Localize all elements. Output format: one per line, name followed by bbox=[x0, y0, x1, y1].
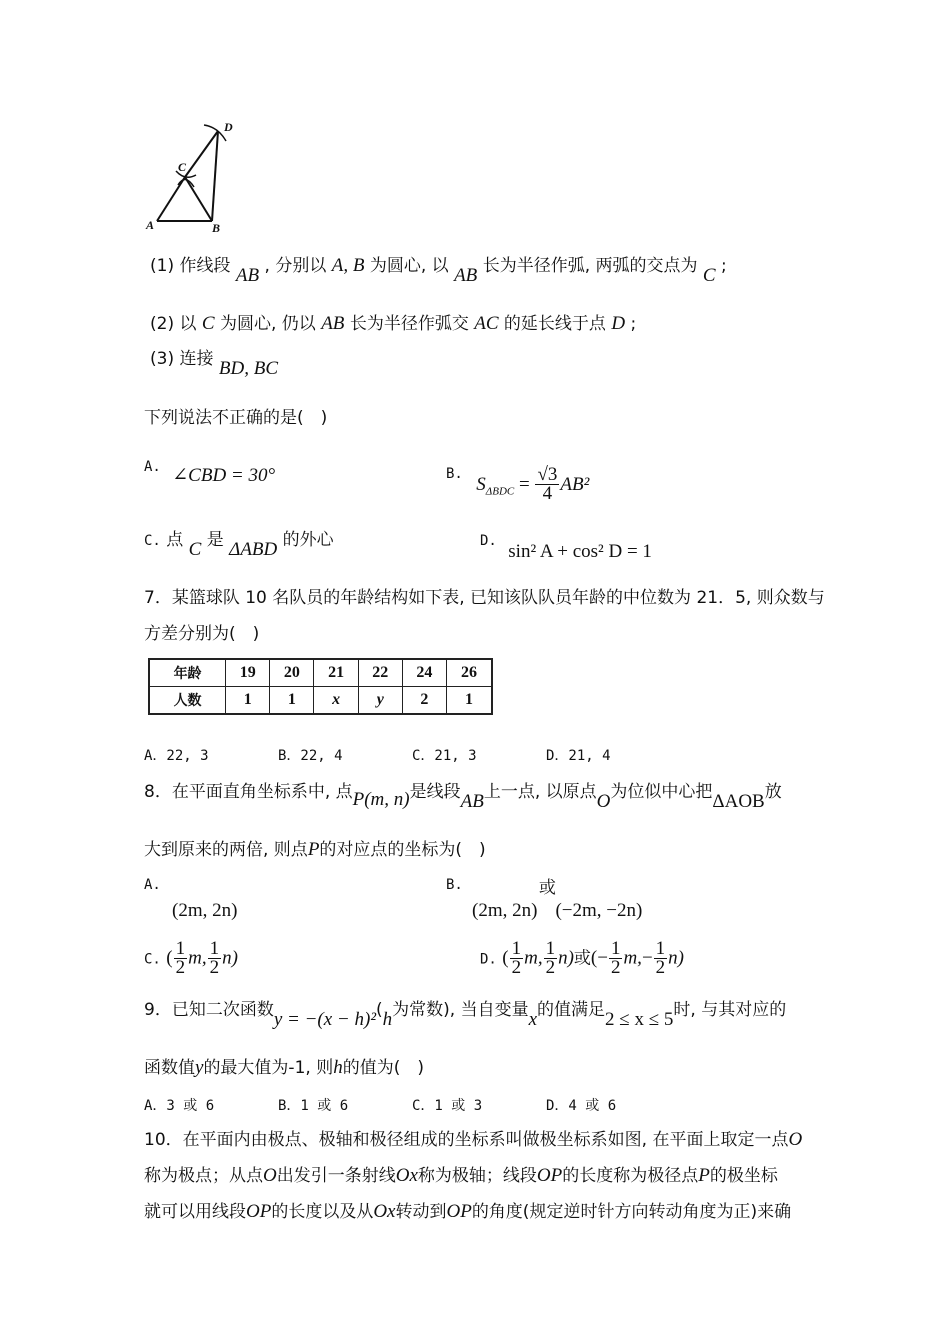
q8-option-c: C. ( $\frac{1}{2}$ m, $\frac{1}{2}$ n) bbox=[144, 938, 238, 978]
q6-option-c: C. 点 C 是 ΔABD 的外心 bbox=[144, 530, 334, 560]
q8-option-a: $^{A.}$ (2m, 2n) bbox=[144, 877, 238, 921]
table-row bbox=[149, 687, 492, 715]
q9-option-a: A．3 或 6 bbox=[144, 1098, 215, 1114]
q6-step2: (2) 以 C 为圆心, 仍以 AB 长为半径作弧交 AC 的延长线于点 D ; bbox=[150, 313, 637, 334]
table-cell: 22 bbox=[358, 659, 402, 687]
table-cell: y bbox=[358, 687, 402, 715]
table-cell: 人数 bbox=[149, 687, 226, 715]
segment-cd bbox=[185, 131, 218, 177]
segment-ac bbox=[157, 177, 185, 221]
q9-option-b: B．1 或 6 bbox=[278, 1098, 349, 1114]
q9-option-d: D．4 或 6 bbox=[546, 1098, 617, 1114]
table-cell: 24 bbox=[402, 659, 446, 687]
q8-line1: 8．在平面直角坐标系中, 点P(m, n)是线段AB上一点, 以原点O为位似中心把ΔAOB放 bbox=[144, 782, 782, 812]
q7-option-b: B．22, 4 bbox=[278, 748, 343, 764]
table-cell: 19 bbox=[226, 659, 270, 687]
point-label-a: A bbox=[146, 218, 155, 232]
q9-line2: 函数值y的最大值为-1, 则h的值为( ) bbox=[144, 1057, 424, 1078]
table-cell: x bbox=[314, 687, 358, 715]
q6-option-b: $^{B.}$ $S_{\Delta BDC}$ = $\frac{√3}{4}$ AB² bbox=[446, 464, 590, 504]
q6-step1: (1) 作线段 AB , 分别以 A, B 为圆心, 以 AB 长为半径作弧, 两弧的交点为 C ; bbox=[150, 255, 727, 286]
q9-option-c: C．1 或 3 bbox=[412, 1098, 483, 1114]
table-cell: 年龄 bbox=[149, 659, 226, 687]
table-cell: 1 bbox=[270, 687, 314, 715]
segment-bd bbox=[212, 131, 218, 221]
table-cell: 20 bbox=[270, 659, 314, 687]
table-cell: 21 bbox=[314, 659, 358, 687]
q6-option-a: $^{A.}$ ∠CBD = 30° bbox=[144, 459, 276, 486]
q7-option-c: C．21, 3 bbox=[412, 748, 477, 764]
q6-option-d: D. sin² A + cos² D = 1 bbox=[480, 533, 652, 562]
q9-line1: 9．已知二次函数y = −(x − h)²(h为常数), 当自变量x的值满足2 ≤ x ≤ 5时, 与其对应的 bbox=[144, 1000, 787, 1030]
age-table bbox=[148, 658, 493, 715]
q10-line1: 10．在平面内由极点、极轴和极径组成的坐标系叫做极坐标系如图, 在平面上取定一点O bbox=[144, 1129, 803, 1150]
table-row bbox=[149, 659, 492, 687]
q8-option-d: D. ( $\frac{1}{2}$ m, $\frac{1}{2}$ n)或(− $\frac{1}{2}$ m,− $\frac{1}{2}$ n) bbox=[480, 938, 684, 978]
segment-bc bbox=[185, 177, 212, 221]
q10-line2: 称为极点；从点O出发引一条射线Ox称为极轴；线段OP的长度称为极径点P的极坐标 bbox=[144, 1165, 778, 1186]
table-cell: 1 bbox=[447, 687, 493, 715]
table-cell: 2 bbox=[402, 687, 446, 715]
table-cell: 1 bbox=[226, 687, 270, 715]
q6-question: 下列说法不正确的是( ) bbox=[144, 408, 328, 428]
q6-step3: (3) 连接 BD, BC bbox=[150, 349, 278, 379]
q7-option-a: A．22, 3 bbox=[144, 748, 209, 764]
table-cell: 26 bbox=[447, 659, 493, 687]
point-label-c: C bbox=[178, 160, 187, 174]
q7-line1: 7．某篮球队 10 名队员的年龄结构如下表, 已知该队队员年龄的中位数为 21．5, 则众数与 bbox=[144, 588, 825, 608]
geometry-figure bbox=[140, 115, 240, 235]
sqrt3-over-4: $\frac{√3}{4}$ bbox=[537, 464, 558, 504]
arc-d bbox=[204, 125, 226, 141]
q7-option-d: D．21, 4 bbox=[546, 748, 611, 764]
q10-line3: 就可以用线段OP的长度以及从Ox转动到OP的角度(规定逆时针方向转动角度为正)来确 bbox=[144, 1201, 792, 1222]
q7-line2: 方差分别为( ) bbox=[144, 624, 260, 644]
q8-line2: 大到原来的两倍, 则点P的对应点的坐标为( ) bbox=[144, 839, 486, 860]
point-label-d: D bbox=[224, 120, 233, 134]
q8-option-b: $^{B.}$ 或 (2m, 2n) (−2m, −2n) bbox=[446, 877, 643, 921]
point-label-b: B bbox=[212, 221, 221, 235]
